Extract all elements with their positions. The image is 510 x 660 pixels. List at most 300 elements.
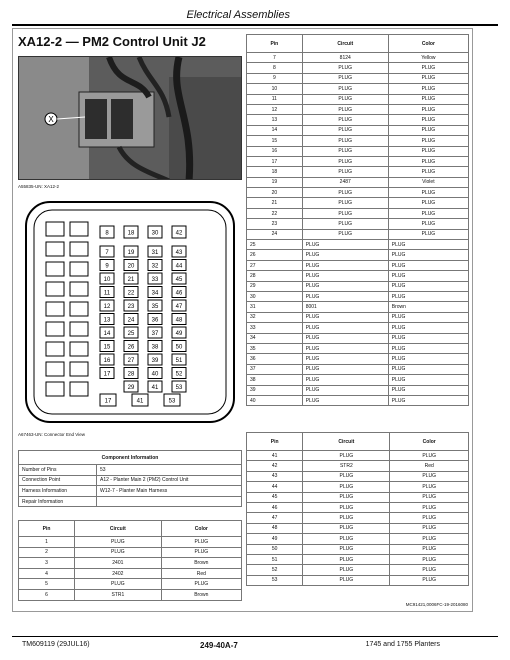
table-row bbox=[247, 125, 469, 135]
table-row bbox=[247, 198, 469, 208]
reference-code: MC91421,0006FC-19-2016080 bbox=[405, 602, 468, 607]
cell-circuit: PLUG bbox=[303, 534, 390, 544]
pin-label: 33 bbox=[151, 277, 159, 283]
cavity-block bbox=[70, 282, 88, 296]
cell-circuit: 2401 bbox=[75, 558, 162, 569]
cavity-block bbox=[70, 382, 88, 396]
table-row bbox=[247, 534, 469, 544]
cell-circuit: STR1 bbox=[75, 589, 162, 600]
cell-color: PLUG bbox=[388, 250, 468, 260]
cell-circuit: PLUG bbox=[302, 260, 388, 270]
cell-circuit: 2402 bbox=[75, 568, 162, 579]
cell-circuit: PLUG bbox=[302, 281, 388, 291]
pin-label: 28 bbox=[127, 371, 135, 378]
cell-pin: 5 bbox=[19, 579, 75, 590]
cavity-block bbox=[70, 362, 88, 376]
table-row bbox=[247, 63, 469, 73]
cell-color: PLUG bbox=[388, 312, 468, 322]
pin-label: 7 bbox=[105, 250, 109, 256]
cell-circuit: PLUG bbox=[75, 579, 162, 590]
table-row bbox=[247, 260, 469, 270]
cavity-block bbox=[70, 322, 88, 336]
cell-circuit: PLUG bbox=[302, 240, 388, 250]
cell-pin: 16 bbox=[247, 146, 303, 156]
cell-circuit: PLUG bbox=[302, 146, 388, 156]
pin-label: 10 bbox=[103, 277, 111, 283]
cell-pin: 21 bbox=[247, 198, 303, 208]
table-row bbox=[247, 333, 469, 343]
cell-pin: 40 bbox=[247, 395, 303, 405]
table-row bbox=[247, 291, 469, 301]
cell-color: PLUG bbox=[388, 136, 468, 146]
pin-label: 27 bbox=[127, 358, 135, 364]
cell-circuit: PLUG bbox=[302, 188, 388, 198]
product-name: 1745 and 1755 Planters bbox=[365, 641, 440, 648]
cell-circuit: PLUG bbox=[75, 537, 162, 548]
table-row bbox=[247, 177, 469, 187]
pin-label: 41 bbox=[136, 398, 144, 405]
cell-circuit: PLUG bbox=[302, 250, 388, 260]
cell-color: PLUG bbox=[388, 229, 468, 239]
cell-color: PLUG bbox=[388, 375, 468, 385]
cell-circuit: PLUG bbox=[302, 364, 388, 374]
table-row bbox=[247, 271, 469, 281]
cell-pin: 27 bbox=[247, 260, 303, 270]
cell-pin: 4 bbox=[19, 568, 75, 579]
cell-circuit: PLUG bbox=[303, 513, 390, 523]
cell-pin: 42 bbox=[247, 461, 303, 471]
cell-circuit: PLUG bbox=[302, 125, 388, 135]
cell-circuit: PLUG bbox=[302, 136, 388, 146]
cell-pin: 6 bbox=[19, 589, 75, 600]
table-row bbox=[247, 513, 469, 523]
cell-circuit: PLUG bbox=[75, 547, 162, 558]
pin-label: 22 bbox=[127, 290, 135, 297]
cell-pin: 9 bbox=[247, 73, 303, 83]
cell-color: PLUG bbox=[388, 323, 468, 333]
cell-color: PLUG bbox=[161, 547, 241, 558]
table-row: Connection Point A12 - Planter Main 2 (PM2) Control Unit bbox=[19, 475, 242, 486]
cell-circuit: PLUG bbox=[303, 471, 390, 481]
cell-color: PLUG bbox=[388, 188, 468, 198]
table-row bbox=[247, 94, 469, 104]
cavity-block bbox=[46, 382, 64, 396]
table-row bbox=[247, 219, 469, 229]
cell-color: Violet bbox=[388, 177, 468, 187]
cell-circuit: PLUG bbox=[303, 492, 390, 502]
cell-color: PLUG bbox=[388, 125, 468, 135]
cell-circuit: PLUG bbox=[303, 554, 390, 564]
pin-label: 17 bbox=[104, 398, 112, 405]
cell-color: PLUG bbox=[390, 523, 469, 533]
cell-color: PLUG bbox=[390, 534, 469, 544]
table-row bbox=[247, 136, 469, 146]
cell-pin: 17 bbox=[247, 156, 303, 166]
table-row bbox=[247, 544, 469, 554]
table-row bbox=[247, 250, 469, 260]
pin-label: 39 bbox=[151, 358, 159, 364]
cell-circuit: PLUG bbox=[303, 575, 390, 585]
cell-circuit: PLUG bbox=[302, 156, 388, 166]
cell-color: PLUG bbox=[388, 146, 468, 156]
document-id: TM609119 (29JUL16) bbox=[22, 641, 90, 648]
cell-pin: 39 bbox=[247, 385, 303, 395]
cavity-block bbox=[46, 362, 64, 376]
pin-label: 47 bbox=[175, 304, 183, 310]
table-row bbox=[247, 240, 469, 250]
connector-caption: A67463-UN: Connector End View bbox=[18, 432, 85, 437]
pin-label: 30 bbox=[151, 230, 159, 237]
cell-circuit: PLUG bbox=[302, 84, 388, 94]
cell-circuit: PLUG bbox=[303, 523, 390, 533]
cell-color: PLUG bbox=[388, 198, 468, 208]
cell-pin: 47 bbox=[247, 513, 303, 523]
cell-pin: 44 bbox=[247, 482, 303, 492]
table-row bbox=[247, 229, 469, 239]
pin-label: 43 bbox=[175, 250, 183, 256]
cavity-block bbox=[46, 322, 64, 336]
cell-color: PLUG bbox=[388, 260, 468, 270]
cell-pin: 49 bbox=[247, 534, 303, 544]
pin-label: 46 bbox=[175, 290, 183, 297]
cell-pin: 20 bbox=[247, 188, 303, 198]
pin-label: 40 bbox=[151, 371, 159, 378]
table-row bbox=[247, 343, 469, 353]
cell-pin: 48 bbox=[247, 523, 303, 533]
cell-circuit: PLUG bbox=[302, 333, 388, 343]
cavity-block bbox=[70, 222, 88, 236]
pin-label: 15 bbox=[103, 344, 111, 351]
cell-pin: 22 bbox=[247, 208, 303, 218]
pin-table-left: Pin Circuit Color 1 PLUG PLUG 2 PLUG PLUG 3 2401 Brown 4 2402 Red 5 PLUG PLUG 6 STR1 Brown bbox=[18, 520, 242, 601]
pin-table-right-upper: Pin Circuit Color 7 8124 Yellow 8 PLUG PLUG 9 PLUG PLUG 10 PLUG PLUG 11 PLUG PLUG 12 PLUG PLUG 13 PLUG PLUG 14 PLUG PLUG 15 PLUG PLUG 16 PLUG PLUG 17 PLUG PLUG 18 PLUG PLUG 19 2487 Violet 20 PLUG PLUG 21 PLUG PLUG 22 PLUG PLUG 23 PLUG PLUG 24 PLUG PLUG 25 PLUG PLUG 26 PLUG PLUG 27 PLUG PLUG 28 PLUG PLUG 29 PLUG PLUG 30 PLUG PLUG 31 8001 Brown 32 PLUG PLUG 33 PLUG PLUG 34 PLUG PLUG 35 PLUG PLUG 36 PLUG PLUG 37 PLUG PLUG 38 PLUG PLUG 39 PLUG PLUG 40 PLUG PLUG bbox=[246, 34, 469, 406]
table-row bbox=[19, 579, 242, 590]
pin-label: 53 bbox=[175, 385, 183, 391]
pin-label: 36 bbox=[151, 317, 159, 324]
pin-label: 25 bbox=[127, 331, 135, 337]
cavity-block bbox=[46, 282, 64, 296]
cell-circuit: PLUG bbox=[303, 482, 390, 492]
cell-color: PLUG bbox=[388, 104, 468, 114]
cell-pin: 41 bbox=[247, 451, 303, 461]
pin-label: 52 bbox=[175, 371, 183, 378]
cell-color: PLUG bbox=[388, 333, 468, 343]
footer-rule bbox=[12, 636, 498, 637]
cell-color: PLUG bbox=[388, 354, 468, 364]
cell-pin: 7 bbox=[247, 53, 303, 63]
cavity-block bbox=[46, 242, 64, 256]
table-row bbox=[247, 375, 469, 385]
cell-color: PLUG bbox=[388, 167, 468, 177]
table-row bbox=[247, 156, 469, 166]
cell-color: Brown bbox=[161, 558, 241, 569]
cell-circuit: PLUG bbox=[302, 229, 388, 239]
pin-label: 35 bbox=[151, 304, 159, 310]
pin-label: 12 bbox=[103, 304, 111, 310]
cell-pin: 35 bbox=[247, 343, 303, 353]
table-row bbox=[247, 471, 469, 481]
cell-circuit: PLUG bbox=[303, 502, 390, 512]
cell-color: PLUG bbox=[390, 554, 469, 564]
table-row bbox=[247, 385, 469, 395]
photo-illustration bbox=[19, 57, 242, 180]
table-row bbox=[19, 589, 242, 600]
cell-pin: 10 bbox=[247, 84, 303, 94]
cell-circuit: PLUG bbox=[302, 63, 388, 73]
cell-pin: 11 bbox=[247, 94, 303, 104]
page-title: XA12-2 — PM2 Control Unit J2 bbox=[18, 34, 206, 49]
component-photo bbox=[18, 56, 242, 180]
cell-circuit: PLUG bbox=[302, 198, 388, 208]
cell-color: PLUG bbox=[388, 291, 468, 301]
cell-color: PLUG bbox=[390, 544, 469, 554]
cell-color: PLUG bbox=[388, 94, 468, 104]
cell-pin: 29 bbox=[247, 281, 303, 291]
pin-table-right-lower: Pin Circuit Color 41 PLUG PLUG 42 STR2 Red 43 PLUG PLUG 44 PLUG PLUG 45 PLUG PLUG 46 PLUG PLUG 47 PLUG PLUG 48 PLUG PLUG 49 PLUG PLUG 50 PLUG PLUG 51 PLUG PLUG 52 PLUG PLUG 53 PLUG PLUG bbox=[246, 432, 469, 586]
cell-pin: 8 bbox=[247, 63, 303, 73]
table-row bbox=[247, 482, 469, 492]
pin-label: 41 bbox=[151, 385, 159, 391]
cell-color: PLUG bbox=[388, 385, 468, 395]
table-row bbox=[247, 188, 469, 198]
pin-label: 51 bbox=[175, 358, 183, 364]
pin-label: 9 bbox=[105, 263, 109, 270]
cell-pin: 24 bbox=[247, 229, 303, 239]
cell-pin: 32 bbox=[247, 312, 303, 322]
pin-label: 18 bbox=[127, 230, 135, 237]
cell-circuit: PLUG bbox=[302, 343, 388, 353]
table-row bbox=[247, 395, 469, 405]
cell-color: PLUG bbox=[390, 471, 469, 481]
pin-label: 14 bbox=[103, 331, 111, 337]
pin-label: 53 bbox=[168, 398, 176, 405]
table-row bbox=[247, 115, 469, 125]
table-row bbox=[19, 547, 242, 558]
cell-pin: 43 bbox=[247, 471, 303, 481]
cell-color: PLUG bbox=[388, 281, 468, 291]
cell-pin: 28 bbox=[247, 271, 303, 281]
cell-circuit: PLUG bbox=[302, 208, 388, 218]
cell-pin: 15 bbox=[247, 136, 303, 146]
cell-color: PLUG bbox=[161, 579, 241, 590]
cell-pin: 46 bbox=[247, 502, 303, 512]
cell-pin: 33 bbox=[247, 323, 303, 333]
cell-pin: 31 bbox=[247, 302, 303, 312]
cell-circuit: PLUG bbox=[303, 451, 390, 461]
cell-circuit: PLUG bbox=[302, 323, 388, 333]
cell-circuit: PLUG bbox=[302, 385, 388, 395]
cell-pin: 12 bbox=[247, 104, 303, 114]
pin-label: 19 bbox=[127, 250, 135, 256]
table-row bbox=[247, 502, 469, 512]
cell-circuit: PLUG bbox=[302, 312, 388, 322]
cell-pin: 19 bbox=[247, 177, 303, 187]
cell-color: PLUG bbox=[388, 271, 468, 281]
pin-label: 38 bbox=[151, 344, 159, 351]
table-row bbox=[247, 364, 469, 374]
table-row bbox=[247, 492, 469, 502]
cell-circuit: PLUG bbox=[302, 375, 388, 385]
cell-circuit: 2487 bbox=[302, 177, 388, 187]
cell-pin: 26 bbox=[247, 250, 303, 260]
cell-color: Red bbox=[161, 568, 241, 579]
pin-label: 32 bbox=[151, 263, 159, 270]
pin-label: 26 bbox=[127, 344, 135, 351]
pin-label: 8 bbox=[105, 230, 109, 237]
cell-pin: 25 bbox=[247, 240, 303, 250]
pin-label: 17 bbox=[103, 371, 111, 378]
cell-circuit: PLUG bbox=[302, 395, 388, 405]
cell-color: PLUG bbox=[388, 395, 468, 405]
pin-label: 20 bbox=[127, 263, 135, 270]
cell-pin: 18 bbox=[247, 167, 303, 177]
cavity-block bbox=[70, 242, 88, 256]
connector-end-view bbox=[24, 200, 236, 424]
pin-label: 34 bbox=[151, 290, 159, 297]
pin-label: 37 bbox=[151, 331, 159, 337]
table-row bbox=[247, 146, 469, 156]
cell-pin: 50 bbox=[247, 544, 303, 554]
table-row bbox=[247, 53, 469, 63]
cell-pin: 36 bbox=[247, 354, 303, 364]
cell-circuit: PLUG bbox=[302, 94, 388, 104]
cell-color: PLUG bbox=[388, 115, 468, 125]
cavity-block bbox=[70, 262, 88, 276]
table-row bbox=[247, 281, 469, 291]
cell-pin: 14 bbox=[247, 125, 303, 135]
cell-circuit: PLUG bbox=[302, 104, 388, 114]
pin-label: 21 bbox=[127, 277, 135, 283]
cell-circuit: 8124 bbox=[302, 53, 388, 63]
header-rule bbox=[12, 24, 498, 26]
cell-circuit: PLUG bbox=[302, 219, 388, 229]
cell-color: PLUG bbox=[388, 240, 468, 250]
table-row bbox=[247, 312, 469, 322]
cell-color: Brown bbox=[388, 302, 468, 312]
connector-diagram bbox=[24, 200, 236, 424]
cell-circuit: STR2 bbox=[303, 461, 390, 471]
cell-color: PLUG bbox=[390, 575, 469, 585]
cell-color: PLUG bbox=[388, 364, 468, 374]
cell-circuit: 8001 bbox=[302, 302, 388, 312]
page-number: 249-40A-7 bbox=[200, 641, 238, 650]
cell-circuit: PLUG bbox=[303, 565, 390, 575]
pin-label: 31 bbox=[151, 250, 159, 256]
pin-label: 11 bbox=[103, 290, 111, 297]
cell-color: PLUG bbox=[390, 451, 469, 461]
cavity-block bbox=[46, 262, 64, 276]
table-row bbox=[247, 461, 469, 471]
pin-label: 50 bbox=[175, 344, 183, 351]
component-info-table bbox=[18, 450, 242, 507]
table-row bbox=[19, 558, 242, 569]
pin-label: 13 bbox=[103, 317, 111, 324]
cavity-block bbox=[70, 342, 88, 356]
pin-label: 44 bbox=[175, 263, 183, 270]
pin-label: 16 bbox=[103, 358, 111, 364]
pin-label: 24 bbox=[127, 317, 135, 324]
cell-color: PLUG bbox=[388, 84, 468, 94]
cavity-block bbox=[46, 222, 64, 236]
table-row bbox=[19, 568, 242, 579]
cell-color: PLUG bbox=[390, 482, 469, 492]
cell-color: PLUG bbox=[388, 63, 468, 73]
table-row bbox=[247, 354, 469, 364]
cell-pin: 53 bbox=[247, 575, 303, 585]
table-row bbox=[247, 167, 469, 177]
cell-color: PLUG bbox=[388, 73, 468, 83]
cell-color: PLUG bbox=[388, 219, 468, 229]
table-row bbox=[247, 208, 469, 218]
cavity-block bbox=[46, 302, 64, 316]
cell-circuit: PLUG bbox=[302, 271, 388, 281]
table-row bbox=[247, 565, 469, 575]
table-row bbox=[247, 523, 469, 533]
table-row: Number of Pins 53 bbox=[19, 465, 242, 476]
table-row bbox=[247, 104, 469, 114]
cell-color: PLUG bbox=[388, 343, 468, 353]
photo-caption: A55835-UN: XA12-2 bbox=[18, 184, 60, 189]
cell-pin: 30 bbox=[247, 291, 303, 301]
pin-label: 49 bbox=[175, 331, 183, 337]
cell-color: PLUG bbox=[390, 502, 469, 512]
cell-color: PLUG bbox=[390, 492, 469, 502]
table-row: Repair Information bbox=[19, 496, 242, 507]
cell-color: PLUG bbox=[161, 537, 241, 548]
pin-label: 23 bbox=[127, 304, 135, 310]
table-row bbox=[247, 323, 469, 333]
cell-color: Brown bbox=[161, 589, 241, 600]
cavity-block bbox=[46, 342, 64, 356]
photo-callout: X bbox=[48, 115, 54, 124]
cavity-block bbox=[70, 302, 88, 316]
cell-pin: 52 bbox=[247, 565, 303, 575]
table-row bbox=[247, 451, 469, 461]
component-info-header: Component Information bbox=[19, 451, 242, 465]
cell-pin: 13 bbox=[247, 115, 303, 125]
cell-pin: 38 bbox=[247, 375, 303, 385]
table-row bbox=[247, 84, 469, 94]
cell-circuit: PLUG bbox=[302, 354, 388, 364]
table-row bbox=[247, 554, 469, 564]
cell-color: Red bbox=[390, 461, 469, 471]
cell-pin: 2 bbox=[19, 547, 75, 558]
pin-label: 45 bbox=[175, 277, 183, 283]
cell-circuit: PLUG bbox=[303, 544, 390, 554]
cell-color: PLUG bbox=[388, 208, 468, 218]
table-row bbox=[19, 537, 242, 548]
cell-pin: 1 bbox=[19, 537, 75, 548]
cell-color: Yellow bbox=[388, 53, 468, 63]
cell-color: PLUG bbox=[390, 565, 469, 575]
table-row bbox=[247, 302, 469, 312]
table-row bbox=[247, 575, 469, 585]
cell-pin: 37 bbox=[247, 364, 303, 374]
table-row: Harness Information W12-7 - Planter Main Harness bbox=[19, 486, 242, 497]
pin-label: 48 bbox=[175, 317, 183, 324]
cell-pin: 3 bbox=[19, 558, 75, 569]
cell-color: PLUG bbox=[388, 156, 468, 166]
section-title: Electrical Assemblies bbox=[186, 9, 290, 21]
cell-pin: 51 bbox=[247, 554, 303, 564]
cell-pin: 23 bbox=[247, 219, 303, 229]
cell-circuit: PLUG bbox=[302, 167, 388, 177]
pin-label: 29 bbox=[127, 385, 135, 391]
cell-circuit: PLUG bbox=[302, 73, 388, 83]
cell-color: PLUG bbox=[390, 513, 469, 523]
pin-label: 42 bbox=[175, 230, 183, 237]
table-row bbox=[247, 73, 469, 83]
